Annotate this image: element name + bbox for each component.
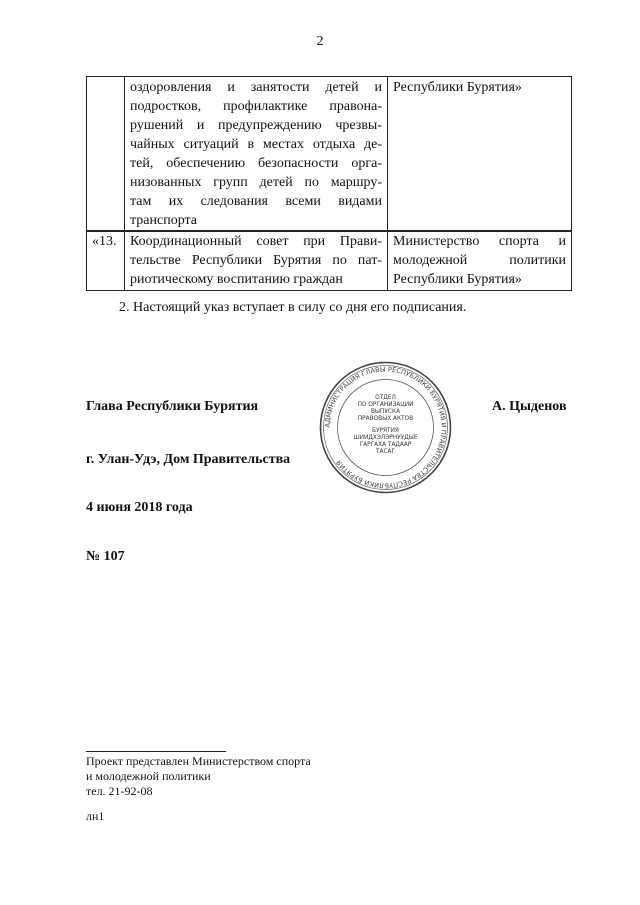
row-body-cell <box>125 77 388 232</box>
table-row <box>87 231 572 291</box>
text-line: рушений и предупреждению чрезвы- <box>130 118 382 133</box>
signature-name: А. Цыденов <box>492 399 567 414</box>
document-code: лн1 <box>86 809 105 823</box>
responsible-cell: Республики Бурятия» <box>388 77 572 232</box>
seal-outer-text: АДМИНИСТРАЦИЯ ГЛАВЫ РЕСПУБЛИКИ БУРЯТИЯ И ПРАВИТЕЛЬСТВА РЕСПУБЛИКИ БУРЯТИЯ <box>323 365 448 490</box>
row-body-cell <box>125 231 388 291</box>
seal-line: ШИИДХЭЛЭРНУУДЫЕ <box>353 435 418 441</box>
text-line: транспорта <box>130 213 198 228</box>
seal-line: ВЫПУСКА <box>370 409 401 415</box>
seal-line: ТАСАГ <box>375 449 396 455</box>
paragraph-2: 2. Настоящий указ вступает в силу со дня его подписания. <box>119 300 467 315</box>
row-number-cell: «13. <box>87 231 125 291</box>
footnote-line: Проект представлен Министерством спорта <box>86 754 311 768</box>
signature-date: 4 июня 2018 года <box>86 500 193 515</box>
text-line: молодежной политики <box>393 253 566 268</box>
seal-line: БУРЯТИЯ <box>372 428 399 434</box>
seal-line: ПРАВОВЫХ АКТОВ <box>357 416 414 422</box>
text-line: риотическому воспитанию граждан <box>130 272 343 287</box>
text-line: оздоровления и занятости детей и <box>130 80 382 95</box>
seal-line: ПО ОРГАНИЗАЦИИ <box>357 402 414 408</box>
table-row <box>87 77 572 232</box>
text-line: тей, обеспечению безопасности орга- <box>130 156 382 171</box>
seal-line: ОТДЕЛ <box>375 395 396 401</box>
official-seal <box>318 360 453 495</box>
text-line: чайных ситуаций в местах отдыха де- <box>130 137 382 152</box>
responsible-cell <box>388 231 572 291</box>
row-number-cell <box>87 77 125 232</box>
table-row-13 <box>86 230 572 291</box>
seal-line: ГАРГАХА ТАДААР <box>359 442 412 448</box>
page-number: 2 <box>316 34 324 49</box>
text-line: Республики Бурятия» <box>393 272 522 287</box>
text-line: низованных групп детей по маршру- <box>130 175 382 190</box>
footnote-line: и молодежной политики <box>86 769 211 783</box>
signature-position: Глава Республики Бурятия <box>86 399 259 414</box>
document-number: № 107 <box>86 549 125 564</box>
text-line: Министерство спорта и <box>393 234 566 249</box>
text-line: тельстве Республики Бурятия по пат- <box>130 253 382 268</box>
footnote-line: тел. 21-92-08 <box>86 784 153 798</box>
text-line: Координационный совет при Прави- <box>130 234 382 249</box>
footnote-divider <box>86 751 226 752</box>
text-line: там их следования всеми видами <box>130 194 382 209</box>
table-continuation <box>86 76 572 232</box>
text-line: подростков, профилактике правона- <box>130 99 382 114</box>
signature-place: г. Улан-Удэ, Дом Правительства <box>86 452 291 467</box>
